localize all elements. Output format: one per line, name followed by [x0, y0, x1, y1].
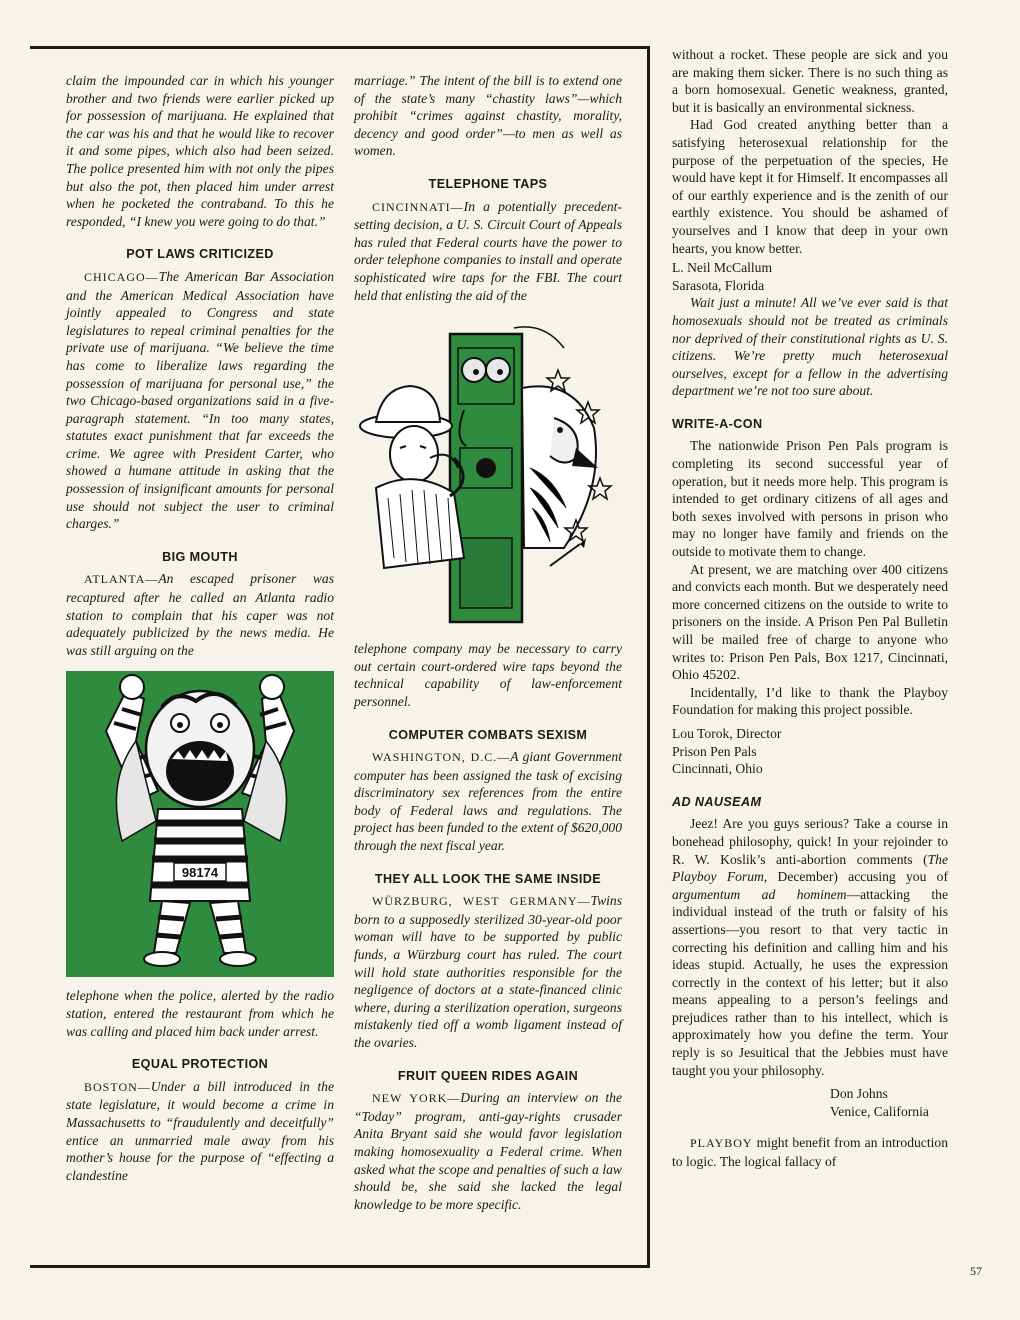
heading-pot-laws: POT LAWS CRITICIZED [126, 247, 274, 262]
article-big-mouth: ATLANTA—An escaped prisoner was recaptured after he called an Atlanta radio station to complain that his caper was not adequately publicized by the news media. He was still arguing on the [66, 571, 334, 658]
article-continuation: claim the impounded car in which his younger brother and two friends were earlier picked up for possession of marijuana. He explained that the car was his and that he would like to recover it and some pipes, which also had been seized. The police presented him with not only the pipes but also the pot, then placed him under arrest when he pocketed the contraband. To this he responded, “I knew you were going to do that.” [66, 73, 334, 229]
dateline: NEW YORK— [372, 1091, 461, 1106]
dateline: ATLANTA— [84, 572, 159, 587]
column-2 [354, 72, 622, 1213]
heading-big-mouth: BIG MOUTH [162, 549, 238, 564]
letter-signature-name: Lou Torok, Director [672, 725, 782, 741]
column-1 [66, 72, 334, 1184]
dateline: WASHINGTON, D.C.— [372, 750, 511, 765]
letter-paragraph: Had God created anything better than a satisfying heterosexual relationship for the purpose of the perpetuation of the species, He would have kept it for Himself. It encompasses all of our earthly experience and is the zenith of our earthly existence. You should be ashamed of yourselves and I know that deep in your own hearts, you know better. [672, 117, 948, 256]
dateline: CHICAGO— [84, 269, 159, 284]
heading-they-all-look-the-same-inside: THEY ALL LOOK THE SAME INSIDE [374, 871, 602, 886]
article-computer-combats-sexism: WASHINGTON, D.C.—A giant Government computer has been assigned the task of excising discriminatory sex references from the entire body of Federal laws and regulations. The project has been funded to the extent of $620,000 through the next fiscal year. [354, 749, 622, 854]
letter-paragraph: Incidentally, I’d like to thank the Playboy Foundation for making this project possible. [672, 684, 948, 718]
heading-computer-combats-sexism: COMPUTER COMBATS SEXISM [388, 727, 588, 742]
article-they-all-look-the-same-inside: WÜRZBURG, WEST GERMANY—Twins born to a supposedly sterilized 30-year-old poor woman will have to be supported by public funds, a Würzburg court has ruled. The court will hold state authorities responsible for the negligence of doctors at a state-financed clinic where, during a sterilization operation, surgeons mistakenly tied off a womb ligament instead of the ovaries. [354, 893, 622, 1050]
prisoner-illustration [66, 671, 334, 977]
heading-fruit-queen-rides-again: FRUIT QUEEN RIDES AGAIN [397, 1068, 579, 1083]
article-big-mouth-continued: telephone when the police, alerted by the radio station, entered the restaurant from which he was calling and placed him back under arrest. [66, 988, 334, 1039]
editor-reply: Wait just a minute! All we’ve ever said is that homosexuals should not be treated as criminals nor deprived of their constitutional rights as U. S. citizens. We’re pretty much heterosexual ourselves, except for a fellow in the advertising department we’re not too sure about. [672, 295, 948, 399]
letter-signature-place: Venice, California [830, 1103, 929, 1119]
letter-signature-name: Don Johns [830, 1086, 888, 1102]
article-equal-protection: BOSTON—Under a bill introduced in the state legislature, it would become a crime in Massachusetts to “fraudulently and deceitfully” entice an unmarried male away from his mother’s house for the purpose of “effecting a clandestine [66, 1078, 334, 1183]
dateline: CINCINNATI— [372, 199, 464, 214]
column-3 [672, 46, 948, 1171]
prisoner-number: 98174 [181, 865, 219, 881]
page-number: 57 [970, 1264, 982, 1278]
letter-signature-place: Cincinnati, Ohio [672, 761, 763, 777]
letter-continuation: without a rocket. These people are sick and you are making them sicker. There is no such thing as a born homosexual. Genetic weakness, granted, but it is basically an environmental sickness. [672, 47, 948, 115]
letter-signature-place: Sarasota, Florida [672, 277, 765, 293]
dateline: WÜRZBURG, WEST GERMANY— [372, 894, 591, 909]
heading-ad-nauseam: AD NAUSEAM [672, 794, 762, 809]
dateline: BOSTON— [84, 1079, 151, 1094]
wiretap-illustration [354, 318, 622, 628]
article-telephone-taps-continued: telephone company may be necessary to carry out certain court-ordered wire taps beyond the technical capability of law-enforcement personnel. [354, 641, 622, 709]
letter-paragraph: Jeez! Are you guys serious? Take a course in bonehead philosophy, quick! In your rejoinder to R. W. Koslik’s anti-abortion comments (The Playboy Forum, December) accusing you of argumentum ad hominem—attacking the individual instead of the truth or falsity of his assertions—you resort to that very tactic in correcting his definition and calling him and his ideas stupid. Actually, he uses the expression correctly in the context of his letter; but it also means appealing to a person’s feelings and prejudices rather than to his intellect, which is approximately how you define the term. Your reply is so Jesuitical that the Jebbies must have taught you your philosophy. [672, 816, 948, 1078]
article-continuation: marriage.” The intent of the bill is to extend one of the state’s many “chastity laws”—which prohibit “crimes against chastity, morality, decency and good order”—to men as well as women. [354, 73, 622, 159]
article-pot-laws: CHICAGO—The American Bar Association and the American Medical Association have jointly appealed to Congress and state legislatures to repeal criminal penalties for the private use of marijuana. “We believe the time has come to liberalize laws regarding the possession of marijuana for personal use,” the two Chicago-based organizations said in a five-paragraph statement. “In too many states, statutes exact punishment that far exceeds the crime. We agree with President Carter, who showed a humane attitude in asking that the possession of insignificant amounts for personal use should not subject the user to criminal charges.” [66, 268, 334, 532]
letter-signature-org: Prison Pen Pals [672, 743, 757, 759]
letter-paragraph: The nationwide Prison Pen Pals program is completing its second successful year of operation, but it needs more help. This program is intended to get ordinary citizens of all ages and both sexes involved with persons in prison who may no longer have family and friends on the outside to motivate them to change. [672, 438, 948, 560]
letter-paragraph: At present, we are matching over 400 citizens and convicts each month. But we desperately need more concerned citizens on the outside to write to prisoners on the inside. A Prison Pen Pal Bulletin will be mailed free of charge to anyone who writes to: Prison Pen Pals, Box 1217, Cincinnati, Ohio 45202. [672, 561, 948, 683]
article-telephone-taps: CINCINNATI—In a potentially precedent-setting decision, a U. S. Circuit Court of Appeals has ruled that Federal courts have the power to order telephone companies to install and operate sophisticated wire taps for the FBI. The court held that enlisting the aid of the [354, 198, 622, 303]
heading-telephone-taps: TELEPHONE TAPS [428, 176, 548, 191]
article-fruit-queen-rides-again: NEW YORK—During an interview on the “Today” program, anti-gay-rights crusader Anita Bryant said she would favor legislation making homosexuality a Federal crime. When asked what the scope and penalties of such a law should be, she said she lacked the legal knowledge to be more specific. [354, 1090, 622, 1212]
letter-signature-name: L. Neil McCallum [672, 260, 773, 276]
editor-reply: PLAYBOY might benefit from an introduction to logic. The logical fallacy of [672, 1135, 948, 1170]
heading-equal-protection: EQUAL PROTECTION [131, 1057, 269, 1072]
heading-write-a-con: WRITE-A-CON [672, 416, 763, 431]
